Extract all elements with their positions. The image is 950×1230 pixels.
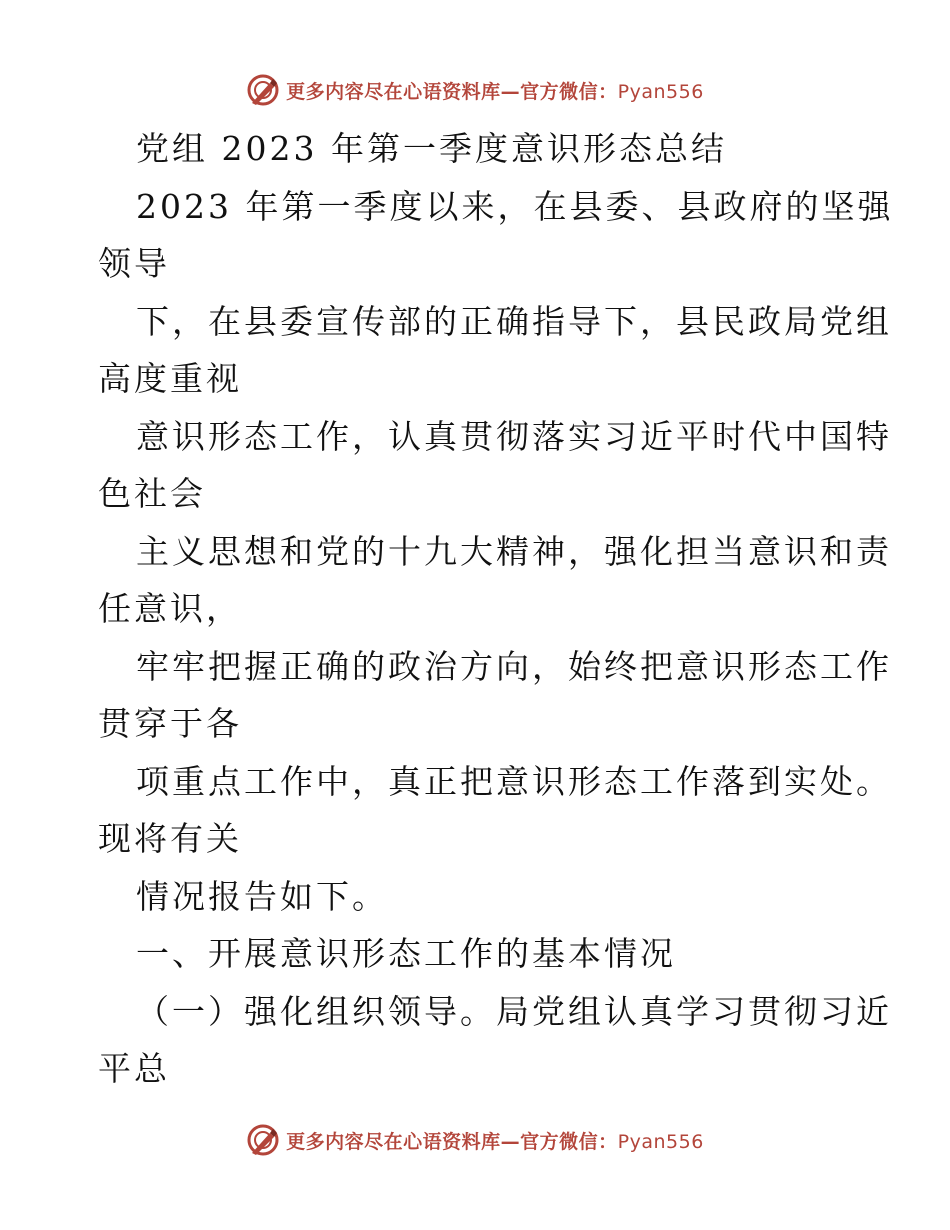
paragraph-line: 主义思想和党的十九大精神，强化担当意识和责 [136, 531, 892, 571]
header-watermark [0, 70, 950, 110]
paragraph-line: 平总 [98, 1049, 170, 1088]
footer-watermark [0, 1120, 950, 1160]
paragraph-line: 党组 2023 年第一季度意识形态总结 [136, 129, 727, 168]
paragraph-line: 现将有关 [98, 819, 242, 858]
paragraph-line: 高度重视 [98, 359, 242, 398]
document-body [98, 120, 894, 1098]
watermark-handle: Pyan556 [617, 1130, 704, 1153]
paragraph-line: 情况报告如下。 [136, 876, 388, 916]
pen-circle-logo-icon [246, 1123, 280, 1157]
paragraph-line: （一）强化组织领导。局党组认真学习贯彻习近 [136, 991, 892, 1031]
paragraph-line: 项重点工作中，真正把意识形态工作落到实处。 [136, 761, 892, 801]
paragraph-line: 任意识， [98, 589, 242, 628]
watermark-brand: 更多内容尽在心语资料库—官方微信： [286, 1130, 618, 1153]
paragraph-line: 2023 年第一季度以来，在县委、县政府的坚强 [136, 186, 894, 226]
pen-circle-logo-icon [246, 73, 280, 107]
paragraph-line: 贯穿于各 [98, 704, 242, 743]
paragraph-line: 牢牢把握正确的政治方向，始终把意识形态工作 [136, 646, 892, 686]
watermark-text [286, 77, 704, 104]
watermark-handle: Pyan556 [617, 80, 704, 103]
paragraph-line: 意识形态工作，认真贯彻落实习近平时代中国特 [136, 416, 892, 456]
watermark-text [286, 1127, 704, 1154]
paragraph-line: 下，在县委宣传部的正确指导下，县民政局党组 [136, 301, 892, 341]
paragraph-line: 色社会 [98, 474, 206, 513]
paragraph-line: 领导 [98, 244, 170, 283]
watermark-brand: 更多内容尽在心语资料库—官方微信： [286, 80, 618, 103]
paragraph-line: 一、开展意识形态工作的基本情况 [136, 934, 676, 973]
